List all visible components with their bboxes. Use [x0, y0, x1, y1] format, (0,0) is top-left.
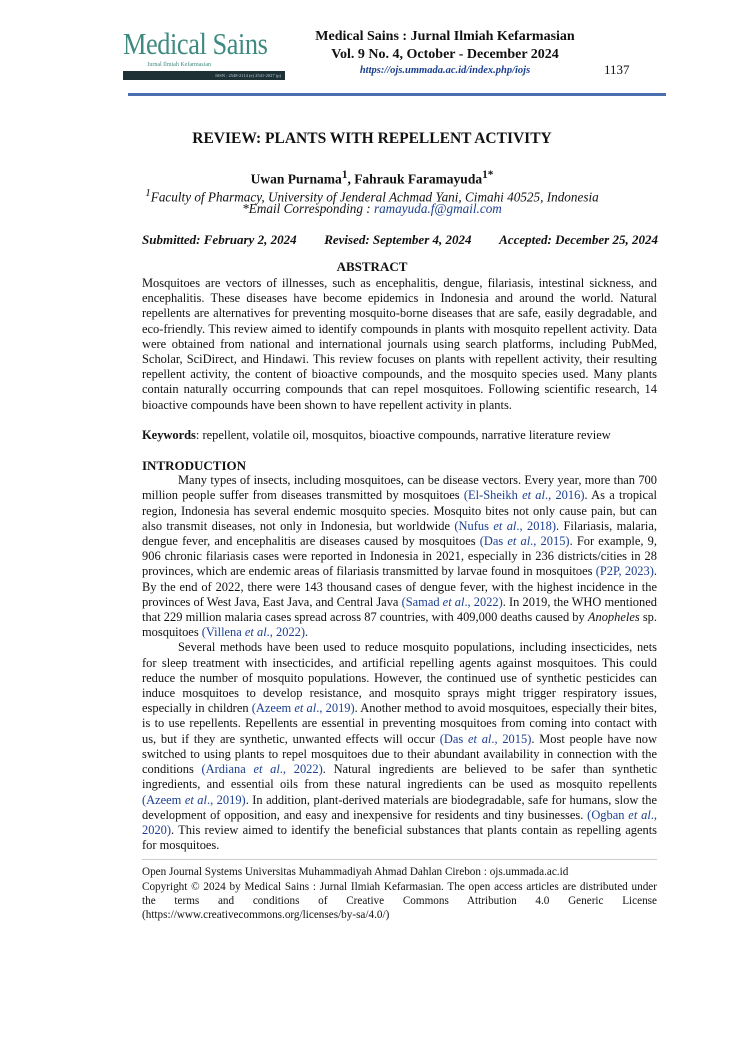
paragraph-text: Anopheles	[587, 610, 640, 625]
revised-date: Revised: September 4, 2024	[324, 232, 472, 247]
journal-url[interactable]: https://ojs.ummada.ac.id/index.php/iojs	[359, 65, 531, 76]
citation[interactable]: ., 2015)	[530, 534, 570, 549]
footer-ojs: Open Journal Systems Universitas Muhammadiyah Ahmad Dahlan Cirebon : ojs.ummada.ac.id	[142, 866, 569, 879]
citation[interactable]: ., 2015)	[491, 731, 532, 746]
author-2: Fahrauk Faramayuda	[354, 171, 483, 187]
citation[interactable]: ., 2022)	[266, 625, 306, 640]
abstract-text: Mosquitoes are vectors of illnesses, such as encephalitis, dengue, filariasis, intestinal sickness, and encephalitis. These diseases have become epidemics in Indonesia and around the world. Natural repellents are alternatives for preventing mosquito-borne diseases that are safe, easily degradable, and eco-friendly. This review aimed to identify compounds in plants with mosquito repellent activity. Data were obtained from national and international journals using search platforms, including PubMed, Scholar, SciDirect, and Hindawi. This review focuses on plants with repellent activity, their resulting repellent activity, the content of bioactive compounds, and the mosquito species used. Many plants contain naturally occurring compounds that can repel mosquitoes. Following scientific research, 14 bioactive compounds have been shown to have repellent activity in plants.	[142, 276, 657, 412]
dates	[142, 232, 658, 248]
citation[interactable]: et al	[628, 807, 651, 822]
citation[interactable]: (Das	[479, 534, 508, 549]
affiliation-text: Faculty of Pharmacy, University of Jenderal Achmad Yani, Cimahi 40525, Indonesia	[150, 189, 599, 205]
introduction-heading: INTRODUCTION	[142, 458, 247, 474]
paragraph-text: . Another method to avoid mosquitoes, especially their bites, is to use repellents. Repellents are essential in preventing mosquitoes from coming into contact with us, but if they are synthetic, unwanted effects will occur	[142, 701, 658, 746]
abstract-heading: ABSTRACT	[336, 259, 408, 274]
paragraph-text: . In addition, plant-derived materials are biodegradable, safe for humans, slow the development of opposition, and easy and inexpensive for residents and tiny businesses.	[142, 792, 657, 822]
paragraph-text: . Most people have now switched to using plants to repel mosquitoes due to their abundant availability in connection with the conditions	[142, 731, 658, 777]
paragraph-text: . Filariasis, malaria, dengue fever, and encephalitis are diseases caused by mosquitoes	[142, 518, 657, 549]
citation[interactable]: et al	[442, 594, 465, 609]
citation[interactable]: (El-Sheikh	[463, 488, 523, 503]
footer-copyright: Copyright © 2024 by Medical Sains : Jurnal Ilmiah Kefarmasian. The open access articles are distributed under the terms and conditions of Creative Commons Attribution 4.0 Generic License (https://www.creativecommons.org/licenses/by-sa/4.0/)	[142, 880, 657, 921]
citation[interactable]: ., 2016)	[544, 488, 585, 503]
author-1: Uwan Purnama	[250, 171, 342, 187]
citation[interactable]: (Das	[439, 731, 468, 746]
logo-text: Medical Sains	[123, 26, 268, 61]
paragraph-text: Several methods have been used to reduce mosquito populations, including insecticides, nets for sleep treatment with insecticides, and artificial repelling agents against mosquitoes. This could reduce the number of mosquito populations. However, the continued use of synthetic pesticides can induce mosquitoes to develop resistance, and mosquito sprays might trigger respiratory issues, especially in children	[142, 640, 657, 716]
page-number: 1137	[604, 62, 630, 77]
paragraph-text: . For example, 9, 906 chronic filariasis cases were reported in Indonesia in 2021, especially in 236 districts/cities in 28 provinces, which are endemic areas of filariasis transmitted by larvae found in mosquitoes	[142, 534, 657, 579]
citation[interactable]: et al	[294, 701, 317, 716]
keywords-text: : repellent, volatile oil, mosquitos, bioactive compounds, narrative literature review	[195, 427, 611, 442]
citation[interactable]: (Ogban	[587, 807, 629, 822]
paragraph-text: . In 2019, the WHO mentioned that 229 million malaria cases spread across 87 countries, with 409,000 deaths caused by	[142, 594, 657, 625]
citation[interactable]: et al	[244, 625, 267, 640]
intro-paragraph-1	[142, 473, 657, 640]
submitted-date: Submitted: February 2, 2024	[142, 232, 297, 247]
citation[interactable]: ., 2019)	[206, 792, 246, 807]
citation[interactable]: (Azeem	[142, 792, 185, 807]
citation[interactable]: et al	[522, 488, 545, 503]
footer	[142, 865, 657, 922]
paragraph-text: . As a tropical region, Indonesia has several endemic mosquito species. Mosquito bites not only cause pain, but can also transmit diseases, not only in Indonesia, but worldwide	[142, 488, 657, 533]
citation[interactable]: (Samad	[401, 594, 443, 609]
footer-rule	[142, 859, 657, 860]
citation[interactable]: ., 2022)	[279, 762, 323, 777]
citation[interactable]: (P2P, 2023)	[595, 564, 654, 579]
citation[interactable]: ., 2020)	[142, 807, 657, 837]
email-link[interactable]: ramayuda.f@gmail.com	[373, 201, 502, 216]
affiliation-sup: 1	[145, 187, 151, 199]
citation[interactable]: (Nufus	[454, 518, 494, 533]
email-label: *Email Corresponding :	[242, 201, 374, 216]
citation[interactable]: et al	[468, 731, 492, 746]
citation[interactable]: ., 2022)	[464, 594, 503, 609]
corresponding-email	[0, 201, 744, 217]
journal-volume: Vol. 9 No. 4, October - December 2024	[331, 47, 559, 62]
author-sep: ,	[347, 171, 355, 187]
paper-title: REVIEW: PLANTS WITH REPELLENT ACTIVITY	[192, 130, 552, 147]
author-2-sup: 1*	[482, 169, 494, 181]
citation[interactable]: (Azeem	[251, 701, 295, 716]
keywords-label: Keywords	[142, 427, 196, 442]
paragraph-text: sp. mosquitoes	[142, 610, 657, 640]
journal-name: Medical Sains : Jurnal Ilmiah Kefarmasian	[315, 29, 575, 44]
citation[interactable]: (Villena	[201, 625, 245, 640]
journal-logo	[123, 28, 285, 82]
paragraph-text: . Natural ingredients are believed to be safer than synthetic ingredients, and essential oils from these natural ingredients can be used as mosquito repellents	[142, 762, 657, 792]
keywords	[142, 428, 657, 443]
paragraph-text: . By the end of 2022, there were 143 thousand cases of dengue fever, with the highest incidence in the provinces of West Java, East Java, and Central Java	[142, 564, 657, 609]
header-rule	[128, 93, 666, 96]
citation[interactable]: ., 2018)	[516, 518, 556, 533]
logo-subtitle: Jurnal Ilmiah Kefarmasian	[147, 62, 211, 68]
citation[interactable]: et al	[184, 792, 207, 807]
intro-paragraph-2	[142, 640, 657, 853]
author-1-sup: 1	[341, 169, 348, 181]
citation[interactable]: et al	[507, 534, 531, 549]
accepted-date: Accepted: December 25, 2024	[499, 232, 658, 247]
citation[interactable]: ., 2019)	[316, 701, 355, 716]
paragraph-text: Many types of insects, including mosquitoes, can be disease vectors. Every year, more than 700 million people suffer from diseases transmitted by mosquitoes	[142, 473, 657, 503]
paragraph-text: . This review aimed to identify the beneficial substances that plants contain as repelling agents for mosquitoes.	[142, 822, 657, 853]
citation[interactable]: et al	[253, 762, 280, 777]
paragraph-text: .	[305, 625, 309, 640]
citation[interactable]: (Ardiana	[201, 762, 254, 777]
body-section	[142, 276, 657, 922]
citation[interactable]: et al	[493, 518, 517, 533]
logo-issn: ISSN : 2548-2114 (e) 2541-2027 (p)	[123, 71, 285, 80]
